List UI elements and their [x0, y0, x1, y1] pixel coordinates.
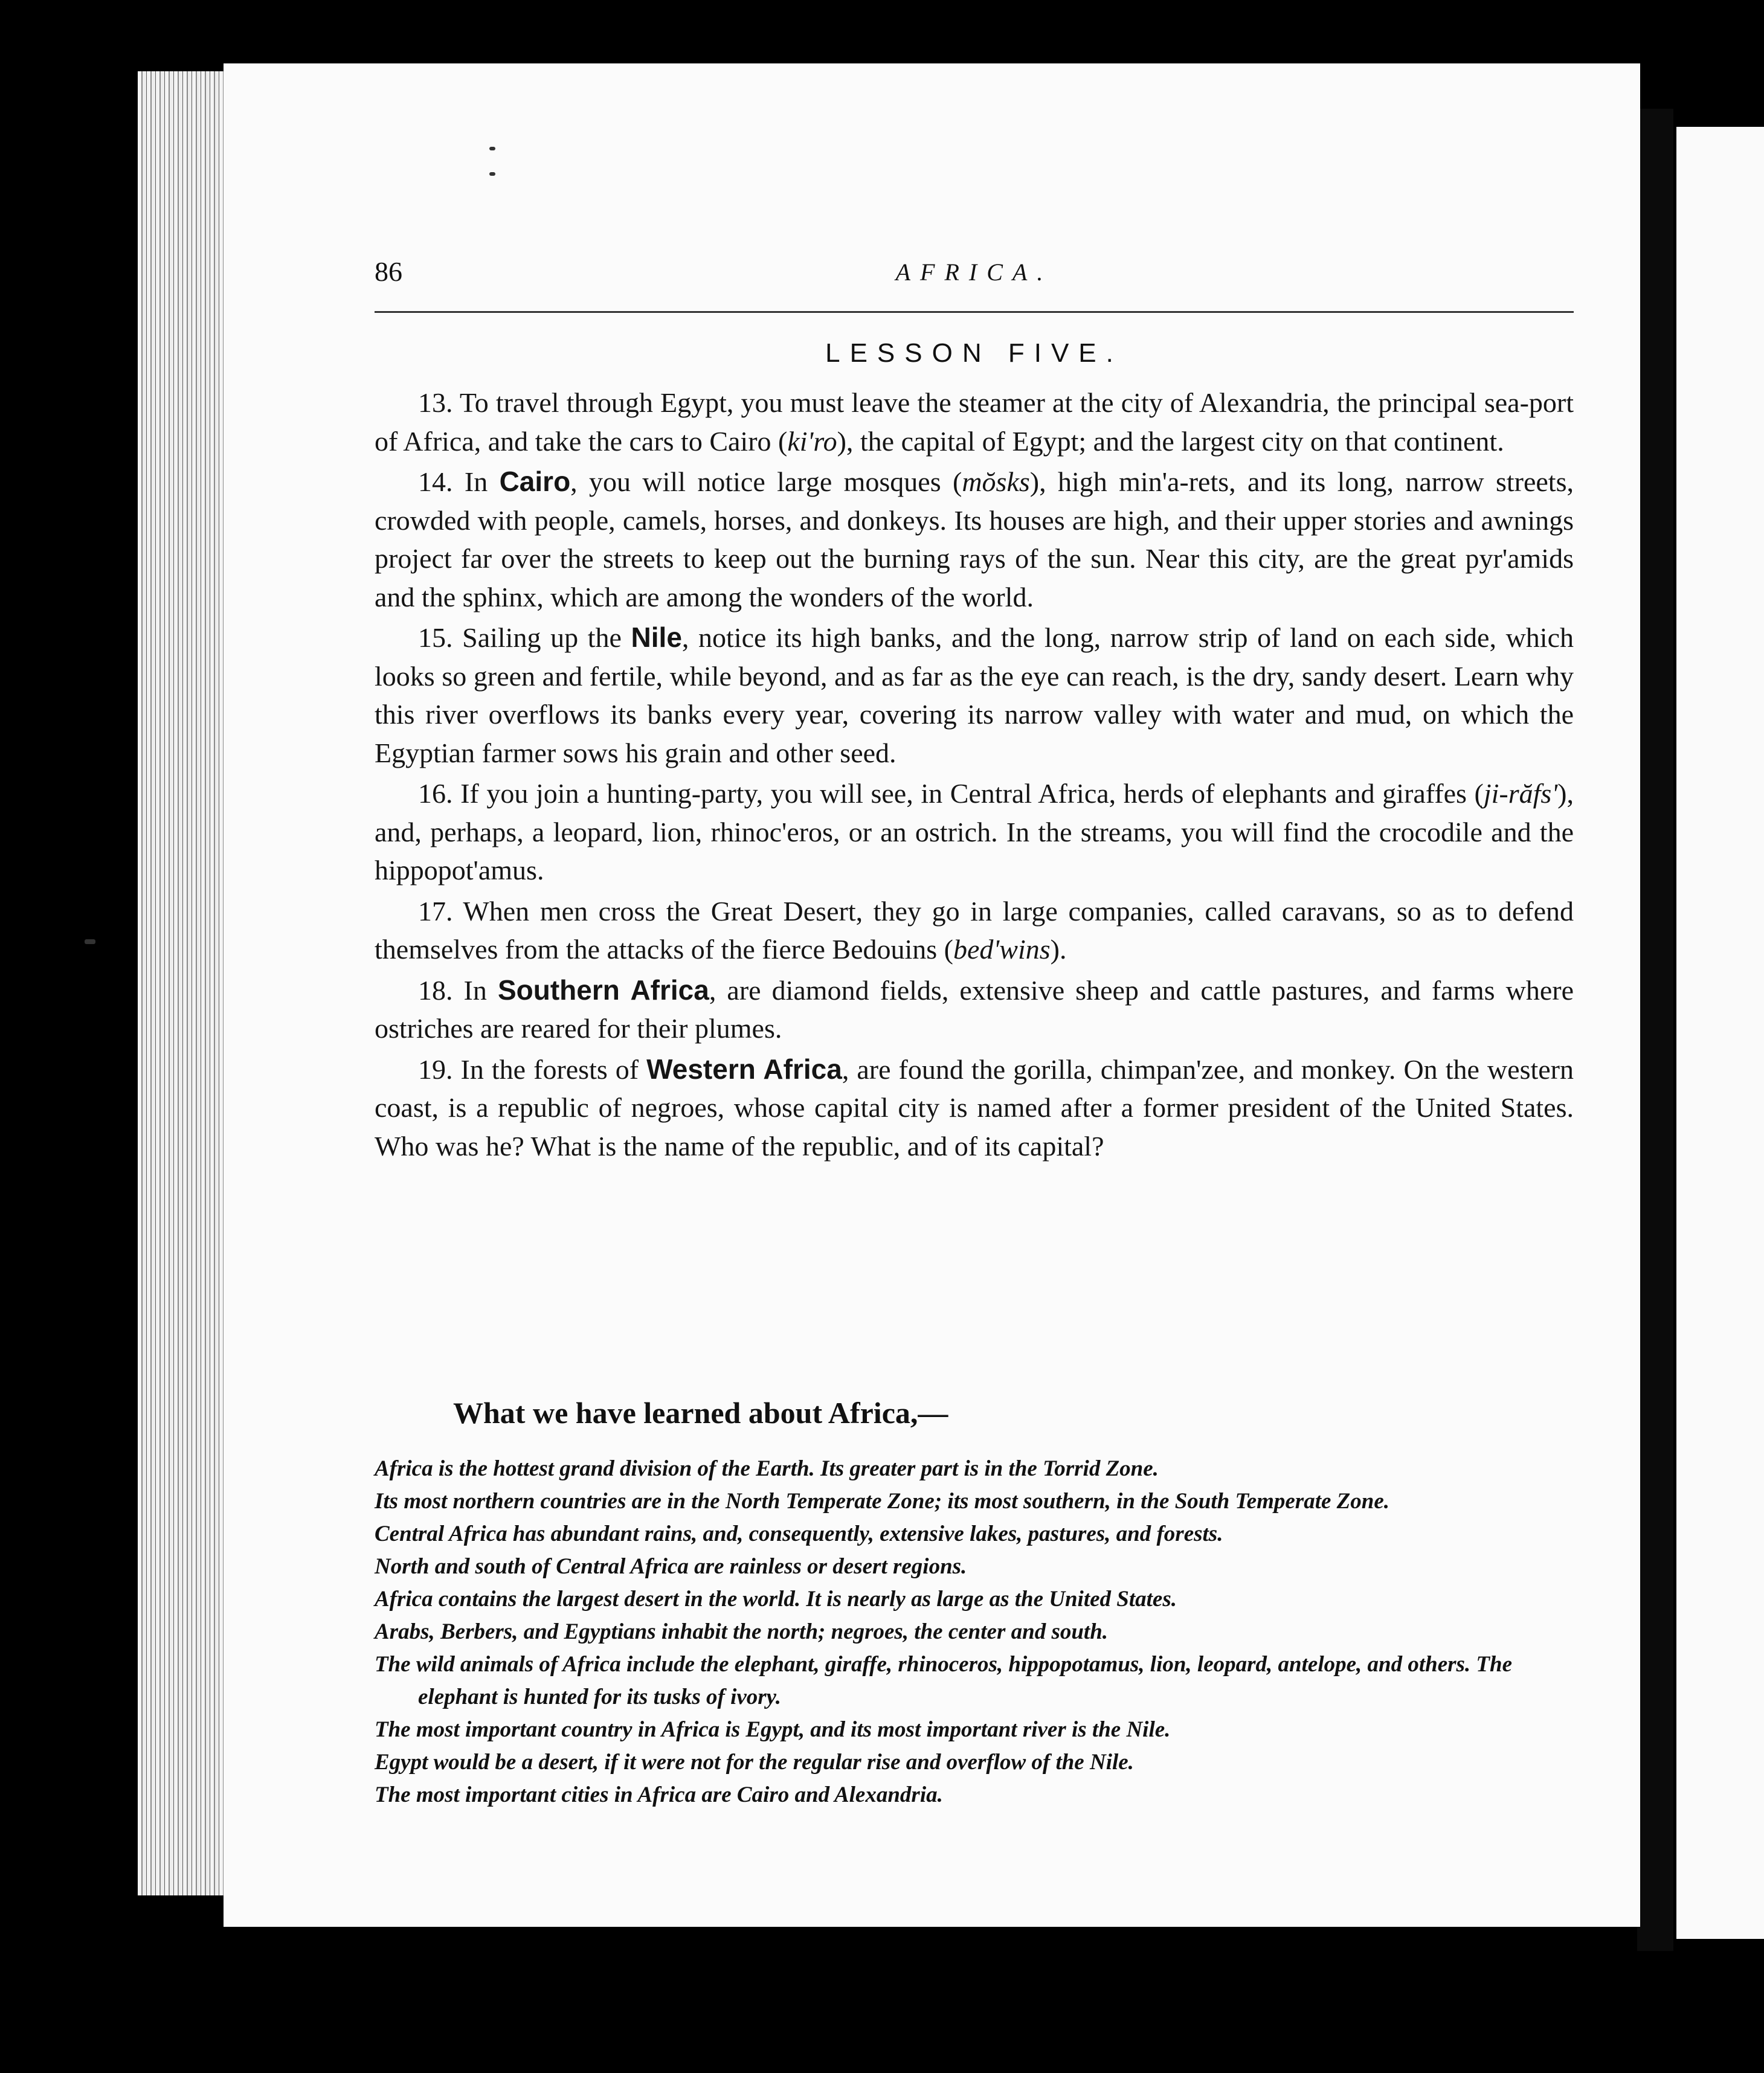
summary-item: Africa is the hottest grand division of the Earth. Its greater part is in the Torrid Zone.: [375, 1456, 1159, 1481]
summary-heading: What we have learned about Africa,—: [453, 1396, 948, 1430]
summary-item: The wild animals of Africa include the elephant, giraffe, rhinoceros, hippopotamus, lion, leopard, antelope, and others. The elephant is hunted for its tusks of ivory.: [375, 1652, 1513, 1709]
book-spine-shadow: [1637, 109, 1673, 1951]
summary-item: Egypt would be a desert, if it were not for the regular rise and overflow of the Nile.: [375, 1750, 1134, 1775]
paragraph-text: 17. When men cross the Great Desert, they go in large companies, called caravans, so as to defend themselves from the attacks of the fierce Bedouins (: [375, 895, 1574, 965]
paragraph-text: , notice its high banks, and the long, narrow strip of land on each side, which looks so green and fertile, while beyond, and as far as the eye can reach, is the dry, sandy desert. Learn why this river overflows its banks every year, covering its narrow valley with water and mud, on which the Egyptian farmer sows his grain and other seed.: [375, 622, 1574, 768]
pronunciation: ji-răfs': [1483, 778, 1558, 809]
paragraph-text: , are found the gorilla, chimpan'zee, and monkey. On the western coast, is a republic of negroes, whose capital city is named after a former president of the United States. Who was he? What is the name of the republic, and of its capital?: [375, 1053, 1574, 1162]
paragraph-text: 16. If you join a hunting-party, you will see, in Central Africa, herds of elephants and giraffes (: [418, 778, 1484, 809]
scan-speck: [85, 939, 95, 944]
paragraph-18: [375, 971, 1574, 1048]
book-page: [224, 63, 1640, 1927]
header-rule: [375, 311, 1574, 313]
summary-item: Central Africa has abundant rains, and, consequently, extensive lakes, pastures, and forests.: [375, 1522, 1223, 1546]
paragraph-text: 19. In the forests of: [418, 1053, 647, 1085]
place-name: Western Africa: [646, 1053, 842, 1085]
paragraph-text: , you will notice large mosques (: [570, 466, 962, 497]
print-speck: [489, 147, 495, 150]
pronunciation: mŏsks: [962, 466, 1030, 497]
summary-item: Its most northern countries are in the North Temperate Zone; its most southern, in the South Temperate Zone.: [375, 1489, 1389, 1514]
paragraph-13: [375, 384, 1574, 460]
pronunciation: ki'ro: [787, 425, 837, 457]
summary-list: [375, 1453, 1574, 1811]
paragraph-text: 13. To travel through Egypt, you must leave the steamer at the city of Alexandria, the principal sea-port of Africa, and take the cars to Cairo (: [375, 387, 1574, 457]
paragraph-14: [375, 463, 1574, 616]
paragraph-15: [375, 619, 1574, 772]
summary-item: North and south of Central Africa are rainless or desert regions.: [375, 1554, 967, 1579]
paragraph-text: ), the capital of Egypt; and the largest city on that continent.: [837, 425, 1504, 457]
summary-item: The most important country in Africa is Egypt, and its most important river is the Nile.: [375, 1717, 1171, 1742]
lesson-title: LESSON FIVE.: [825, 338, 1123, 368]
summary-item: The most important cities in Africa are Cairo and Alexandria.: [375, 1782, 943, 1807]
paragraph-text: ).: [1050, 934, 1067, 965]
paragraph-text: ), and, perhaps, a leopard, lion, rhinoc'eros, or an ostrich. In the streams, you will find the crocodile and the hippopot'amus.: [375, 778, 1574, 885]
paragraph-17: [375, 892, 1574, 969]
paragraph-text: ), high min'a-rets, and its long, narrow streets, crowded with people, camels, horses, and donkeys. Its houses are high, and their upper stories and awnings project far over the streets to keep out the burning rays of the sun. Near this city, are the great pyr'amids and the sphinx, which are among the wonders of the world.: [375, 466, 1574, 612]
paragraph-text: 14. In: [418, 466, 500, 497]
place-name: Southern Africa: [497, 974, 709, 1006]
paragraph-text: 15. Sailing up the: [418, 622, 631, 653]
paragraph-text: 18. In: [418, 974, 498, 1006]
lesson-body: [375, 384, 1574, 1168]
summary-item: Africa contains the largest desert in the world. It is nearly as large as the United States.: [375, 1587, 1177, 1612]
print-speck: [489, 172, 495, 176]
running-head: AFRICA.: [895, 259, 1053, 286]
facing-page-edge: [1676, 127, 1764, 1939]
paragraph-text: , are diamond fields, extensive sheep and cattle pastures, and farms where ostriches are reared for their plumes.: [375, 974, 1574, 1044]
page-header: [375, 256, 1574, 292]
book-page-edges: [138, 71, 234, 1895]
page-number: 86: [375, 256, 402, 287]
place-name: Nile: [631, 622, 682, 653]
pronunciation: bed'wins: [953, 934, 1051, 965]
summary-item: Arabs, Berbers, and Egyptians inhabit the north; negroes, the center and south.: [375, 1619, 1109, 1644]
paragraph-16: [375, 774, 1574, 890]
paragraph-19: [375, 1050, 1574, 1166]
place-name: Cairo: [499, 466, 571, 497]
